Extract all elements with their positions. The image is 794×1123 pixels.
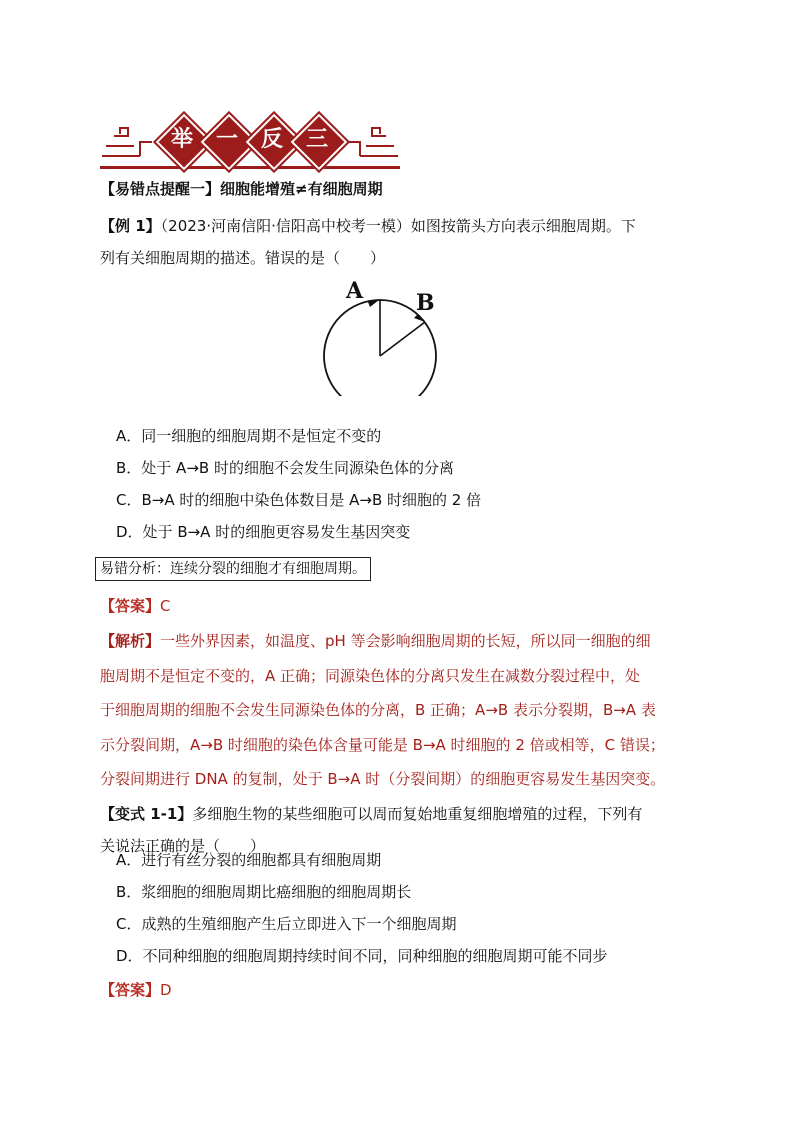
example-question-line2: 列有关细胞周期的描述。错误的是（ ） [100, 249, 386, 267]
example-answer [100, 590, 690, 622]
analysis-line-1: 一些外界因素，如温度、pH 等会影响细胞周期的长短，所以同一细胞的细 [160, 632, 651, 650]
section-heading: 【易错点提醒一】细胞能增殖≠有细胞周期 [100, 180, 383, 198]
analysis-line-2: 胞周期不是恒定不变的，A 正确；同源染色体的分离只发生在减数分裂过程中，处 [100, 666, 641, 685]
banner-char-1: 举 [170, 127, 193, 152]
banner-char-4: 三 [305, 127, 328, 152]
analysis-label: 【解析】 [100, 632, 161, 650]
variant-question-line1: 多细胞生物的某些细胞可以周而复始地重复细胞增殖的过程，下列有 [192, 805, 643, 823]
analysis-line-4: 示分裂间期，A→B 时细胞的染色体含量可能是 B→A 时细胞的 2 倍或相等，C 错误； [100, 735, 665, 754]
variant-question-line2: 关说法正确的是（ ） [100, 837, 266, 855]
variant-option-d: D．不同种细胞的细胞周期持续时间不同，同种细胞的细胞周期可能不同步 [116, 947, 608, 965]
example-analysis [100, 624, 690, 797]
analysis-line-3: 于细胞周期的细胞不会发生同源染色体的分离，B 正确；A→B 表示分裂期，B→A 表 [100, 701, 656, 719]
example-option-a: A．同一细胞的细胞周期不是恒定不变的 [116, 427, 382, 445]
banner-char-3: 反 [260, 127, 283, 152]
label-b: B [416, 290, 435, 316]
example-question [100, 210, 690, 274]
answer-value: C [160, 597, 171, 615]
label-a: A [346, 278, 364, 304]
section-banner [100, 112, 400, 170]
example-source: （2023·河南信阳·信阳高中校考一模） [160, 217, 411, 235]
variant-answer-label: 【答案】 [100, 981, 161, 999]
variant-answer [100, 974, 690, 1006]
variant-option-c: C．成熟的生殖细胞产生后立即进入下一个细胞周期 [116, 915, 457, 933]
example-label: 【例 1】 [100, 217, 161, 235]
answer-label: 【答案】 [100, 597, 161, 615]
cell-cycle-diagram [310, 276, 450, 396]
error-analysis-tip: 易错分析：连续分裂的细胞才有细胞周期。 [95, 557, 371, 581]
variant-label: 【变式 1-1】 [100, 805, 193, 823]
analysis-line-5: 分裂间期进行 DNA 的复制，处于 B→A 时（分裂间期）的细胞更容易发生基因突变。 [100, 770, 666, 788]
example-option-b: B．处于 A→B 时的细胞不会发生同源染色体的分离 [116, 459, 454, 477]
example-option-c: C．B→A 时的细胞中染色体数目是 A→B 时细胞的 2 倍 [116, 491, 482, 509]
banner-char-2: 一 [215, 127, 238, 152]
variant-option-a: A．进行有丝分裂的细胞都具有细胞周期 [116, 851, 382, 869]
example-question-line1: 如图按箭头方向表示细胞周期。下 [410, 217, 636, 235]
variant-answer-value: D [160, 981, 172, 999]
example-option-d: D．处于 B→A 时的细胞更容易发生基因突变 [116, 523, 411, 541]
variant-option-b: B．浆细胞的细胞周期比癌细胞的细胞周期长 [116, 883, 412, 901]
